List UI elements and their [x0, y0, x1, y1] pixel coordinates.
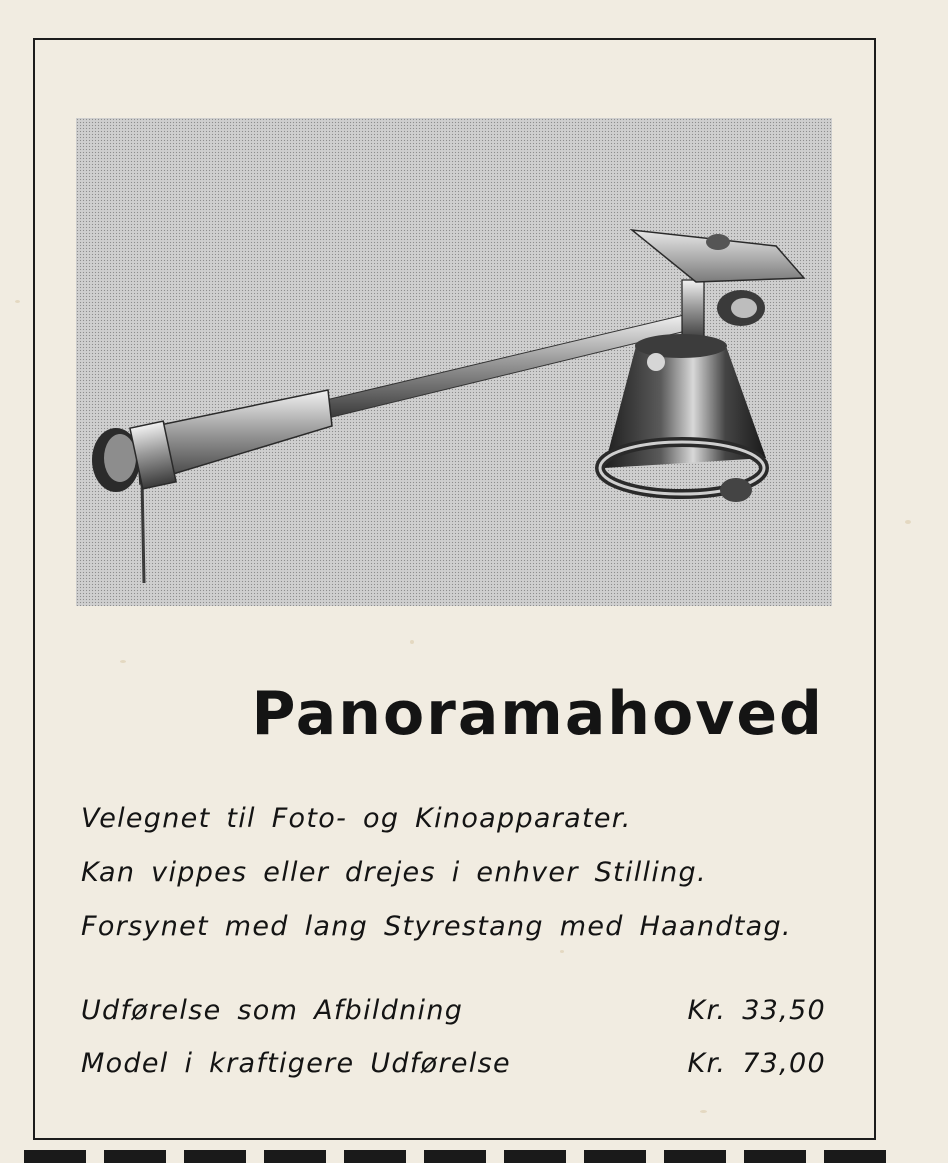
price-amount: Kr. 33,50: [687, 995, 826, 1026]
product-photo: [76, 118, 832, 606]
description-line: Kan vippes eller drejes i enhver Stilling.: [81, 857, 707, 888]
panorama-head-icon: [76, 118, 832, 606]
paper-speck: [15, 300, 20, 303]
price-label: Model i kraftigere Udførelse: [81, 1048, 511, 1079]
ad-description: [81, 792, 841, 954]
price-list: [81, 984, 826, 1090]
description-line: Forsynet med lang Styrestang med Haandtag.: [81, 911, 792, 942]
price-row: [81, 1037, 826, 1090]
description-line: Velegnet til Foto- og Kinoapparater.: [81, 803, 632, 834]
price-row: [81, 984, 826, 1037]
paper-speck: [905, 520, 911, 524]
cropped-next-ad-text: [24, 1150, 944, 1163]
price-label: Udførelse som Afbildning: [81, 995, 464, 1026]
price-amount: Kr. 73,00: [687, 1048, 826, 1079]
ad-heading: Panoramahoved: [251, 679, 824, 749]
